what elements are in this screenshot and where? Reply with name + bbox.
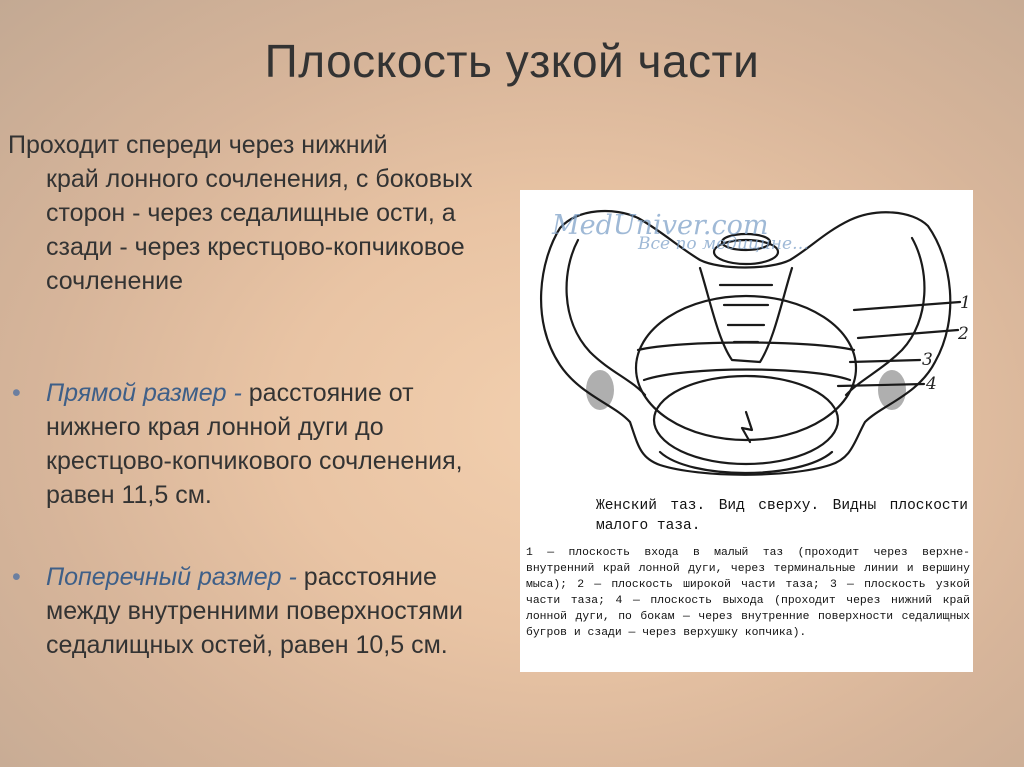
intro-first-line: Проходит спереди через нижний (8, 131, 388, 159)
bullet-term: Поперечный размер - (46, 563, 297, 591)
figure-caption-title: Женский таз. Вид сверху. Видны плоскости малого таза. (596, 498, 968, 534)
plane-label-2: 2 (958, 324, 969, 344)
plane-label-1: 1 (960, 293, 971, 313)
intro-rest: край лонного сочленения, с боковых сторон - через седалищные ости, а сзади - через крестцово-копчиковое сочленение (46, 165, 473, 295)
bullet-text: расстояние между внутренними поверхностями седалищных остей, равен 10,5 см. (46, 563, 463, 659)
slide-title: Плоскость узкой части (264, 35, 760, 87)
bullet-direct-size (8, 376, 508, 512)
figure-caption-body: 1 — плоскость входа в малый таз (проходит через верхне-внутренний край лонной дуги, через терминальные линии и вершину мыса); 2 — плоскость широкой части таза; 3 — плоскость узкой части таза; 4 — плоскость выхода (проходит через нижний край лонной дуги, по бокам — через внутренние поверхности седалищных бугров и сзади — через верхушку копчика). (526, 547, 970, 639)
bullet-term: Прямой размер - (46, 379, 242, 407)
plane-label-3: 3 (922, 350, 933, 370)
bullet-body (8, 560, 508, 662)
bullet-marker: • (12, 379, 21, 407)
watermark-subtitle: Все по медицине… (638, 234, 810, 254)
bullet-transverse-size (8, 560, 508, 662)
plane-label-4: 4 (926, 374, 937, 394)
pelvis-figure (520, 190, 973, 672)
bullet-text: расстояние от нижнего края лонной дуги до крестцово-копчикового сочленения, равен 11,5 см. (46, 379, 463, 509)
intro-paragraph (8, 128, 508, 298)
bullet-marker: • (12, 563, 21, 591)
bullet-body (8, 376, 508, 512)
watermark: MedUniver.com (552, 210, 769, 241)
